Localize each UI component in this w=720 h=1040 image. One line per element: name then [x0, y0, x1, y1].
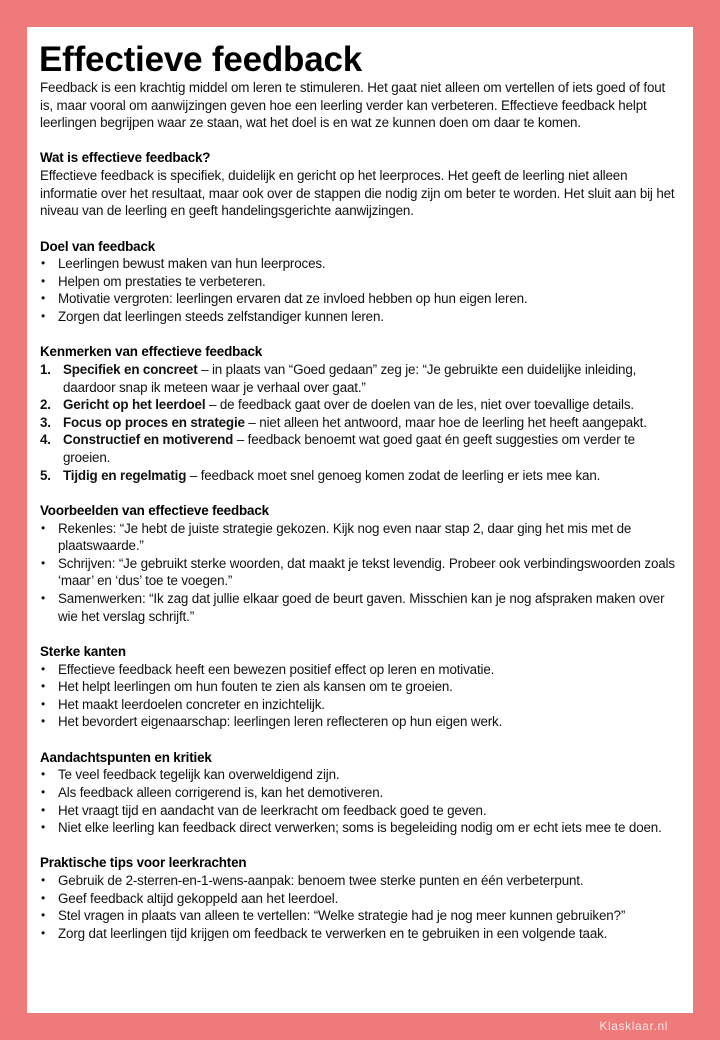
- section-paragraph: Effectieve feedback is specifiek, duidelijk en gericht op het leerproces. Het geeft de leerling niet alleen informatie over het resultaat, maar ook over de stappen die nodig zijn om beter te worden. Het sluit aan bij het niveau van de leerling en geeft handelingsgerichte aanwijzingen.: [40, 168, 675, 219]
- list-item: [40, 308, 675, 326]
- list-number: 1.: [40, 361, 51, 377]
- list-item: [40, 590, 675, 625]
- list-item: [40, 696, 675, 714]
- list-item-term: Specifiek en concreet: [63, 361, 198, 377]
- list-item-text: Geef feedback altijd gekoppeld aan het leerdoel.: [58, 890, 339, 906]
- list-item: [40, 766, 675, 784]
- list-item-text: Zorgen dat leerlingen steeds zelfstandiger kunnen leren.: [58, 309, 384, 325]
- numbered-list: [40, 361, 675, 484]
- list-item: [40, 520, 675, 555]
- bullet-icon: •: [41, 256, 46, 271]
- list-item-text: – feedback benoemt wat goed gaat én geeft suggesties om verder te groeien.: [63, 432, 635, 466]
- list-item: [40, 872, 675, 890]
- list-item-text: Effectieve feedback heeft een bewezen positief effect op leren en motivatie.: [58, 661, 495, 677]
- list-item-text: Helpen om prestaties te verbeteren.: [58, 273, 266, 289]
- list-item: [40, 784, 675, 802]
- bullet-icon: •: [41, 714, 46, 729]
- list-item-text: Het vraagt tijd en aandacht van de leerkracht om feedback goed te geven.: [58, 802, 487, 818]
- list-item-text: – feedback moet snel genoeg komen zodat de leerling er iets mee kan.: [186, 467, 601, 483]
- list-item: [40, 255, 675, 273]
- section-examples: [40, 502, 675, 625]
- bullet-list: [40, 872, 675, 943]
- section-heading: Doel van feedback: [40, 238, 156, 254]
- bullet-list: [40, 520, 675, 626]
- document-page: [27, 27, 693, 1013]
- list-item: [40, 713, 675, 731]
- section-heading: Kenmerken van effectieve feedback: [40, 344, 263, 360]
- bullet-icon: •: [41, 520, 46, 535]
- list-item: [40, 678, 675, 696]
- list-number: 3.: [40, 414, 51, 430]
- list-number: 5.: [40, 467, 51, 483]
- bullet-icon: •: [41, 291, 46, 306]
- list-item-text: Niet elke leerling kan feedback direct verwerken; soms is begeleiding nodig om er echt iets mee te doen.: [58, 820, 662, 836]
- section-what: [40, 149, 675, 220]
- bullet-icon: •: [41, 820, 46, 835]
- bullet-icon: •: [41, 908, 46, 923]
- list-item-text: Samenwerken: “Ik zag dat jullie elkaar goed de beurt gaven. Misschien kan je nog afspraken maken over wie het verslag schrijft.”: [58, 591, 665, 624]
- list-item-text: Gebruik de 2-sterren-en-1-wens-aanpak: benoem twee sterke punten en één verbeterpunt.: [58, 873, 584, 889]
- bullet-icon: •: [41, 309, 46, 324]
- list-item: [40, 907, 675, 925]
- section-heading: Voorbeelden van effectieve feedback: [40, 502, 269, 518]
- bullet-icon: •: [41, 273, 46, 288]
- list-item-text: Het helpt leerlingen om hun fouten te zien als kansen om te groeien.: [58, 679, 453, 695]
- section-concerns: [40, 749, 675, 837]
- section-heading: Sterke kanten: [40, 643, 126, 659]
- list-item-term: Constructief en motiverend: [63, 432, 234, 448]
- list-item: [40, 819, 675, 837]
- list-item: [40, 555, 675, 590]
- section-heading: Aandachtspunten en kritiek: [40, 749, 212, 765]
- list-item: [40, 890, 675, 908]
- list-item: [40, 802, 675, 820]
- list-item: [40, 925, 675, 943]
- bullet-icon: •: [41, 890, 46, 905]
- bullet-icon: •: [41, 873, 46, 888]
- bullet-list: [40, 766, 675, 837]
- list-item-text: Stel vragen in plaats van alleen te vertellen: “Welke strategie had je nog meer kunnen gebruiken?”: [58, 908, 626, 924]
- section-strengths: [40, 643, 675, 731]
- document-content: [40, 79, 675, 943]
- section-heading: Wat is effectieve feedback?: [40, 150, 211, 166]
- list-item-text: Schrijven: “Je gebruikt sterke woorden, dat maakt je tekst levendig. Probeer ook verbindingswoorden zoals ‘maar’ en ‘dus’ toe te voegen.”: [58, 555, 675, 589]
- bullet-icon: •: [41, 591, 46, 606]
- list-item-text: Motivatie vergroten: leerlingen ervaren dat ze invloed hebben op hun eigen leren.: [58, 291, 528, 307]
- bullet-icon: •: [41, 696, 46, 711]
- section-goal: [40, 238, 675, 326]
- section-tips: [40, 854, 675, 942]
- bullet-icon: •: [41, 661, 46, 676]
- list-item-text: Zorg dat leerlingen tijd krijgen om feedback te verwerken en te gebruiken in een volgende taak.: [58, 925, 608, 941]
- bullet-icon: •: [41, 767, 46, 782]
- list-item: [40, 661, 675, 679]
- bullet-icon: •: [41, 555, 46, 570]
- list-item-text: Rekenles: “Je hebt de juiste strategie gekozen. Kijk nog even naar stap 2, daar ging het mis met de plaatswaarde.”: [58, 520, 632, 554]
- list-number: 2.: [40, 397, 51, 413]
- list-item-text: Het bevordert eigenaarschap: leerlingen leren reflecteren op hun eigen werk.: [58, 714, 503, 730]
- footer-brand: Klasklaar.nl: [599, 1019, 668, 1033]
- list-item: [40, 431, 675, 466]
- bullet-icon: •: [41, 802, 46, 817]
- page-title: Effectieve feedback: [39, 40, 363, 79]
- list-item: [40, 290, 675, 308]
- list-item-text: Het maakt leerdoelen concreter en inzichtelijk.: [58, 696, 325, 712]
- bullet-list: [40, 255, 675, 326]
- list-item: [40, 273, 675, 291]
- bullet-icon: •: [41, 784, 46, 799]
- bullet-icon: •: [41, 925, 46, 940]
- list-item-text: Als feedback alleen corrigerend is, kan het demotiveren.: [58, 784, 384, 800]
- bullet-list: [40, 661, 675, 732]
- intro-paragraph: Feedback is een krachtig middel om leren te stimuleren. Het gaat niet alleen om vertellen of iets goed of fout is, maar vooral om aanwijzingen geven hoe een leerling verder kan verbeteren. Effectieve feedback helpt leerlingen begrijpen waar ze staan, wat het doel is en wat ze kunnen doen om daar te komen.: [40, 80, 666, 131]
- list-item: [40, 361, 675, 396]
- list-number: 4.: [40, 432, 51, 448]
- list-item: [40, 467, 675, 485]
- list-item-term: Focus op proces en strategie: [63, 414, 245, 430]
- bullet-icon: •: [41, 679, 46, 694]
- list-item-text: Te veel feedback tegelijk kan overweldigend zijn.: [58, 767, 340, 783]
- list-item-text: – niet alleen het antwoord, maar hoe de leerling het heeft aangepakt.: [244, 414, 647, 430]
- section-heading: Praktische tips voor leerkrachten: [40, 855, 247, 871]
- list-item-text: – de feedback gaat over de doelen van de les, niet over toevallige details.: [205, 397, 634, 413]
- list-item-term: Gericht op het leerdoel: [63, 397, 206, 413]
- list-item-text: Leerlingen bewust maken van hun leerproces.: [58, 256, 326, 272]
- list-item: [40, 396, 675, 414]
- list-item: [40, 414, 675, 432]
- list-item-term: Tijdig en regelmatig: [63, 467, 187, 483]
- section-characteristics: [40, 343, 675, 484]
- list-item-text: – in plaats van “Goed gedaan” zeg je: “Je gebruikte een duidelijke inleiding, daardoor snap ik meteen waar je verhaal over gaat.”: [63, 361, 637, 395]
